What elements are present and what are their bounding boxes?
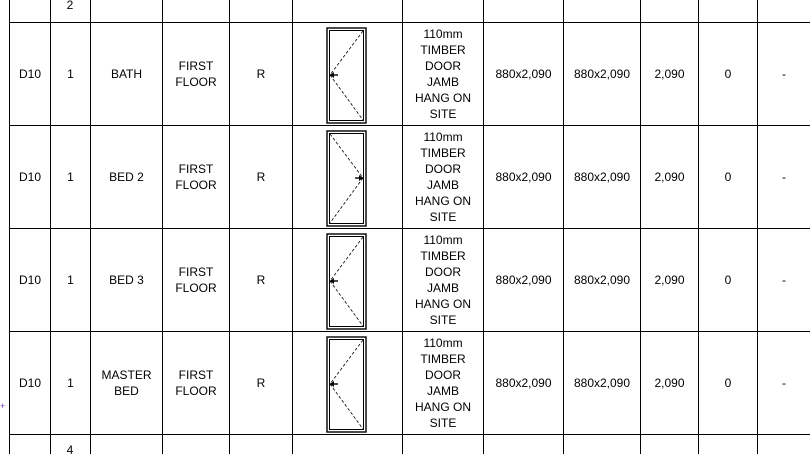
frame-cell-line: 110mm (423, 336, 463, 350)
partial-row-qty: 4 (66, 443, 74, 457)
frame-cell (403, 332, 483, 434)
level-cell-line: FIRST (178, 368, 214, 382)
room-cell (91, 126, 162, 228)
frame-cell-line: DOOR (425, 59, 461, 73)
frame-cell-line: SITE (429, 416, 457, 430)
room-cell-line: BED (114, 384, 139, 398)
frame-cell-line: TIMBER (420, 249, 466, 263)
notes-cell: - (782, 67, 786, 81)
qty-cell: 1 (67, 67, 74, 81)
hand-cell: R (256, 273, 266, 287)
level-cell (163, 126, 229, 228)
height-cell: 2,090 (654, 170, 685, 184)
frame-cell-line: JAMB (426, 75, 459, 89)
room-cell-line: BED 2 (109, 170, 144, 184)
height-cell: 2,090 (654, 273, 685, 287)
frame-cell-line: HANG ON (414, 400, 471, 414)
frame-cell-line: JAMB (426, 384, 459, 398)
room-cell (91, 23, 162, 125)
door-size-cell: 880x2,090 (573, 170, 631, 184)
hand-cell: R (256, 376, 266, 390)
level-cell-line: FIRST (178, 162, 214, 176)
qty-cell: 1 (67, 376, 74, 390)
room-cell-line: BATH (110, 67, 143, 81)
door-id-cell: D10 (18, 273, 41, 287)
door-elevation-icon (326, 27, 368, 125)
door-id-cell: D10 (18, 67, 41, 81)
frame-cell-line: 110mm (423, 233, 463, 247)
opening-size-cell: 880x2,090 (495, 67, 552, 81)
level-cell (163, 332, 229, 434)
frame-cell-line: HANG ON (414, 91, 471, 105)
row-divider (9, 434, 810, 435)
notes-cell: - (782, 273, 786, 287)
frame-cell-line: 110mm (423, 27, 463, 41)
frame-cell (403, 229, 483, 331)
door-size-cell: 880x2,090 (573, 273, 631, 287)
room-cell-line: BED 3 (109, 273, 144, 287)
hand-cell: R (256, 67, 266, 81)
frame-cell-line: SITE (429, 107, 457, 121)
frame-cell-line: SITE (429, 313, 457, 327)
room-cell (91, 229, 162, 331)
room-cell (91, 332, 162, 434)
frame-cell-line: DOOR (425, 162, 461, 176)
column-divider (292, 0, 293, 454)
partial-row-qty: 2 (66, 0, 74, 12)
frame-cell-line: JAMB (426, 281, 459, 295)
door-id-cell: D10 (18, 376, 41, 390)
level-cell-line: FLOOR (175, 178, 217, 192)
opening-size-cell: 880x2,090 (495, 170, 552, 184)
height-cell: 2,090 (654, 67, 685, 81)
count-cell: 0 (724, 170, 732, 184)
frame-cell-line: TIMBER (420, 43, 466, 57)
frame-cell-line: DOOR (425, 265, 461, 279)
opening-size-cell: 880x2,090 (495, 273, 552, 287)
qty-cell: 1 (67, 170, 74, 184)
count-cell: 0 (724, 273, 732, 287)
height-cell: 2,090 (654, 376, 685, 390)
count-cell: 0 (724, 67, 732, 81)
level-cell (163, 23, 229, 125)
frame-cell-line: HANG ON (414, 297, 471, 311)
door-elevation-icon (326, 130, 368, 228)
notes-cell: - (782, 376, 786, 390)
hand-cell: R (256, 170, 266, 184)
door-size-cell: 880x2,090 (573, 67, 631, 81)
count-cell: 0 (724, 376, 732, 390)
frame-cell-line: DOOR (425, 368, 461, 382)
notes-cell: - (782, 170, 786, 184)
qty-cell: 1 (67, 273, 74, 287)
door-size-cell: 880x2,090 (573, 376, 631, 390)
frame-cell (403, 126, 483, 228)
level-cell-line: FLOOR (175, 75, 217, 89)
door-elevation-icon (326, 336, 368, 434)
frame-cell-line: 110mm (423, 130, 463, 144)
crosshair-marker: + (0, 401, 6, 411)
frame-cell-line: SITE (429, 210, 457, 224)
frame-cell-line: JAMB (426, 178, 459, 192)
frame-cell (403, 23, 483, 125)
door-id-cell: D10 (18, 170, 41, 184)
level-cell-line: FIRST (178, 265, 214, 279)
level-cell-line: FLOOR (175, 384, 217, 398)
door-elevation-icon (326, 233, 368, 331)
frame-cell-line: TIMBER (420, 146, 466, 160)
frame-cell-line: HANG ON (414, 194, 471, 208)
room-cell-line: MASTER (101, 368, 152, 382)
level-cell-line: FLOOR (175, 281, 217, 295)
opening-size-cell: 880x2,090 (495, 376, 552, 390)
frame-cell-line: TIMBER (420, 352, 466, 366)
level-cell (163, 229, 229, 331)
level-cell-line: FIRST (178, 59, 214, 73)
